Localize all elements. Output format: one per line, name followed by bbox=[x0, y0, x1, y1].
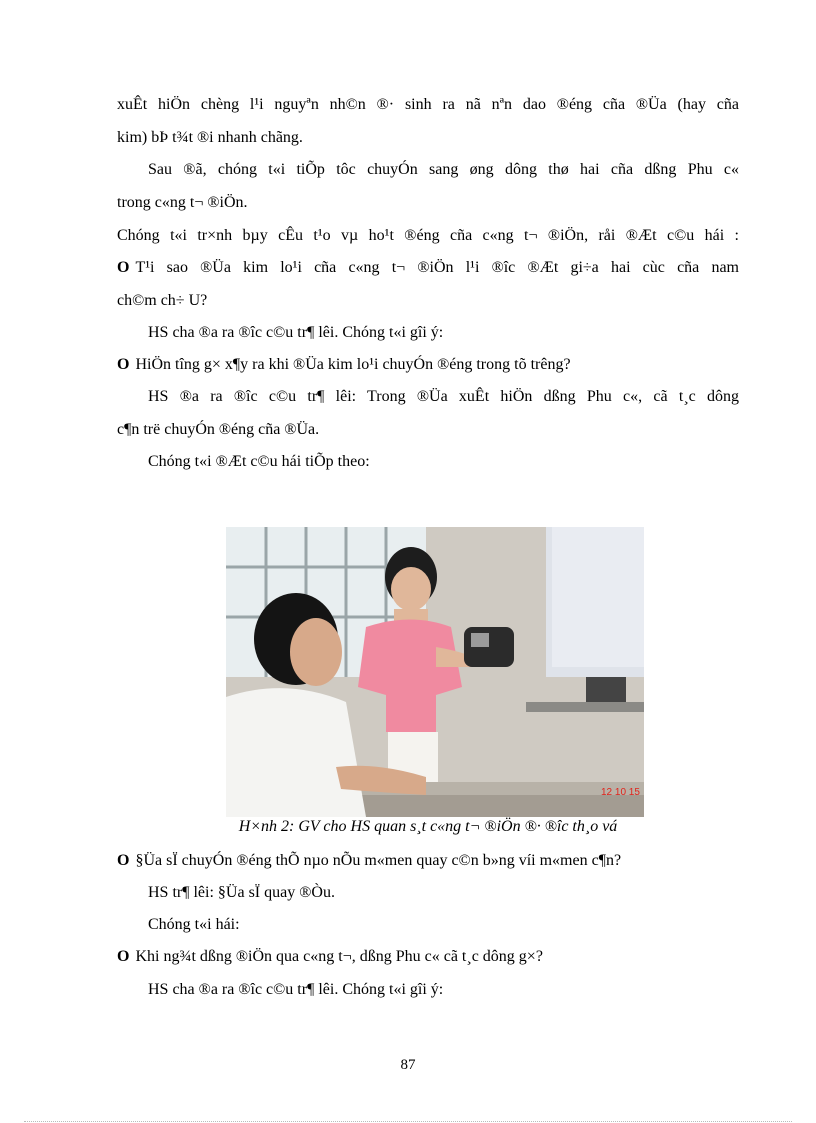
bullet-marker: O bbox=[117, 948, 130, 965]
question-text: HiÖn tîng g× x¶y ra khi ®Üa kim lo¹i chuyÓn ®éng trong tõ trêng? bbox=[135, 356, 571, 373]
text-line: Sau ®ã, chóng t«i tiÕp tôc chuyÓn sang øng dông thø hai cña dßng Phu c« bbox=[148, 161, 739, 178]
text-line: HS cha ®a ra ®îc c©u tr¶ lêi. Chóng t«i gîi ý: bbox=[148, 981, 444, 998]
text-line: c¶n trë chuyÓn ®éng cña ®Üa. bbox=[117, 421, 320, 438]
text-line: Chóng t«i hái: bbox=[148, 916, 240, 933]
text-line: HS cha ®a ra ®îc c©u tr¶ lêi. Chóng t«i gîi ý: bbox=[148, 324, 444, 341]
text-line: HS ®a ra ®îc c©u tr¶ lêi: Trong ®Üa xuÊt hiÖn dßng Phu c«, cã t¸c dông bbox=[148, 388, 739, 405]
text-line: Chóng t«i ®Æt c©u hái tiÕp theo: bbox=[148, 453, 370, 470]
page-number: 87 bbox=[400, 1057, 416, 1073]
photo-timestamp: 12 10 15 bbox=[601, 787, 640, 798]
bullet-marker: O bbox=[117, 852, 130, 869]
question-line bbox=[117, 259, 739, 277]
question-text: Khi ng¾t dßng ®iÖn qua c«ng t¬, dßng Phu c« cã t¸c dông g×? bbox=[135, 948, 543, 965]
text-line: Chóng t«i tr×nh bµy cÊu t¹o vµ ho¹t ®éng cña c«ng t¬ ®iÖn, råi ®Æt c©u hái : bbox=[117, 227, 739, 244]
question-text: T¹i sao ®Üa kim lo¹i cña c«ng t¬ ®iÖn l¹i ®îc ®Æt gi÷a hai cùc cña nam bbox=[135, 259, 739, 276]
photo-illustration bbox=[226, 527, 644, 817]
text-line: trong c«ng t¬ ®iÖn. bbox=[117, 194, 248, 211]
text-line: HS tr¶ lêi: §Üa sÏ quay ®Òu. bbox=[148, 884, 335, 901]
bullet-marker: O bbox=[117, 356, 130, 373]
bullet-marker: O bbox=[117, 259, 130, 276]
question-line bbox=[117, 948, 739, 966]
text-line: kim) bÞ t¾t ®i nhanh chãng. bbox=[117, 129, 303, 146]
page-bottom-divider bbox=[24, 1121, 792, 1122]
figure-caption: H×nh 2: GV cho HS quan s¸t c«ng t¬ ®iÖn ®· ®îc th¸o vá bbox=[238, 818, 618, 835]
question-line bbox=[117, 356, 739, 374]
question-text: §Üa sÏ chuyÓn ®éng thÕ nµo nÕu m«men quay c©n b»ng víi m«men c¶n? bbox=[135, 852, 622, 869]
text-line: xuÊt hiÖn chèng l¹i nguyªn nh©n ®· sinh ra nã nªn dao ®éng cña ®Üa (hay cña bbox=[117, 96, 739, 113]
text-line: ch©m ch÷ U? bbox=[117, 292, 208, 309]
classroom-photo bbox=[226, 527, 644, 817]
question-line bbox=[117, 852, 739, 870]
